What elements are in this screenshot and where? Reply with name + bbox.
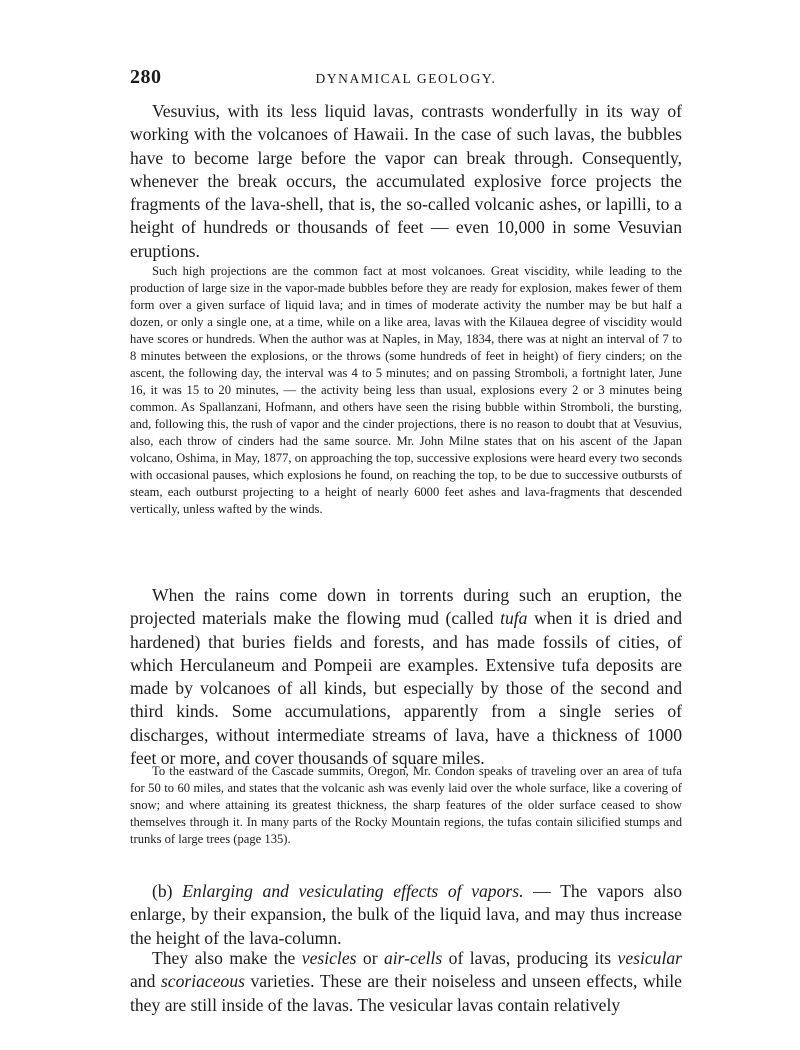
paragraph-vesicles <box>130 947 682 1017</box>
vesicles-text-e: varieties. These are their noiseless and unseen effects, while they are still inside of the lavas. The vesicular lavas contain relatively <box>130 971 682 1015</box>
tufa-text-end: when it is dried and hardened) that buries fields and forests, and has made fossils of cities, of which Herculaneum and Pompeii are examples. Extensive tufa deposits are made by volcanoes of all kinds, but especially by those of the second and third kinds. Some accumulations, apparently from a single series of discharges, without intermediate streams of lava, have a thickness of 1000 feet or more, and cover thousands of square miles. <box>130 608 682 769</box>
paragraph-vesuvius: Vesuvius, with its less liquid lavas, contrasts wonderfully in its way of working with the volcanoes of Hawaii. In the case of such lavas, the bubbles have to become large before the vapor can break through. Consequently, whenever the break occurs, the accumulated explosive force projects the fragments of the lava-shell, that is, the so-called volcanic ashes, or lapilli, to a height of hundreds or thousands of feet — even 10,000 in some Vesuvian eruptions. <box>130 101 682 261</box>
vesicles-text-d: and <box>130 971 161 992</box>
tufa-term: tufa <box>500 608 528 629</box>
term-vesicles: vesicles <box>301 948 357 968</box>
page-header <box>130 66 682 90</box>
section-heading: Enlarging and vesiculating effects of vapors. <box>182 881 524 901</box>
paragraph-high-projections: Such high projections are the common fact at most volcanoes. Great viscidity, while leading to the production of large size in the vapor-made bubbles before they are ready for explosion, makes fewer of them form over a given surface of liquid lava; and in times of moderate activity the number may be but half a dozen, or only a single one, at a time, while on a like area, lavas with the Kilauea degree of viscidity would have scores or hundreds. When the author was at Naples, in May, 1834, there was at night an interval of 7 to 8 minutes between the explosions, or the throws (some hundreds of feet in height) of fiery cinders; on the ascent, the following day, the interval was 4 to 5 minutes; and on passing Stromboli, a fortnight later, June 16, it was 15 to 20 minutes, — the activity being less than usual, explosions every 2 or 3 minutes being common. As Spallanzani, Hofmann, and others have seen the rising bubble within Stromboli, the bursting, and, following this, the rush of vapor and the cinder projections, there is no reason to doubt that at Vesuvius, also, each throw of cinders had the same source. Mr. John Milne states that on his ascent of the Japan volcano, Oshima, in May, 1877, on approaching the top, successive explosions were heard every two seconds with occasional pauses, which explosions he found, on reaching the top, to be due to successive outbursts of steam, each outburst projecting to a height of nearly 6000 feet ashes and lava-fragments that descended vertically, unless wafted by the winds. <box>130 264 682 516</box>
running-title: DYNAMICAL GEOLOGY. <box>315 71 497 86</box>
vesicles-text-a: They also make the <box>152 948 302 968</box>
enlarging-text: — The vapors also enlarge, by their expansion, the bulk of the liquid lava, and may thus increase the height of the lava-column. <box>130 881 683 948</box>
section-label: (b) <box>152 881 183 901</box>
page-number: 280 <box>130 66 162 88</box>
paragraph-cascade: To the eastward of the Cascade summits, Oregon, Mr. Condon speaks of traveling over an area of tufa for 50 to 60 miles, and states that the volcanic ash was evenly laid over the whole surface, like a covering of snow; and where attaining its greatest thickness, the sharp features of the older surface ceased to show themselves through it. In many parts of the Rocky Mountain regions, the tufas contain silicified stumps and trunks of large trees (page 135). <box>130 764 682 846</box>
term-scoriaceous: scoriaceous <box>160 971 245 992</box>
term-air-cells: air-cells <box>383 948 443 968</box>
term-vesicular: vesicular <box>617 948 683 968</box>
paragraph-enlarging <box>130 880 682 950</box>
paragraph-tufa <box>130 584 682 770</box>
vesicles-text-c: of lavas, producing its <box>442 948 618 968</box>
tufa-text-start: When the rains come down in torrents during such an eruption, the projected materials make the flowing mud (called <box>130 585 682 629</box>
vesicles-text-b: or <box>356 948 384 968</box>
